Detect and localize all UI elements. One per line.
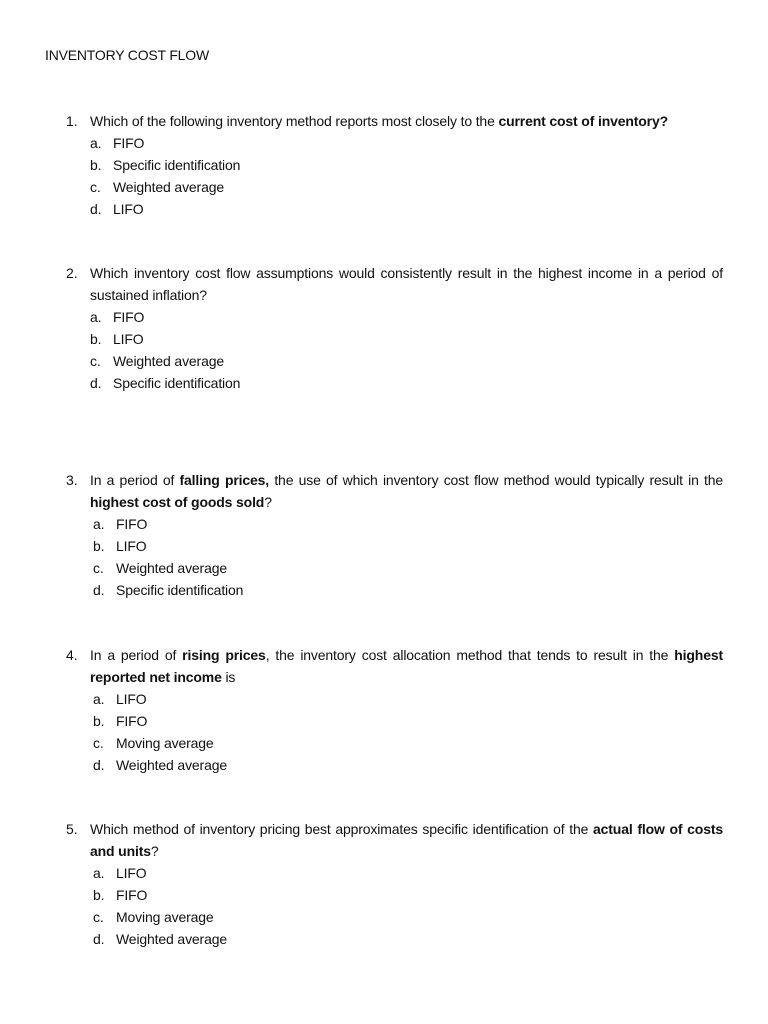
option-letter: a. <box>90 135 102 151</box>
option-letter: d. <box>90 375 102 391</box>
option-text: Weighted average <box>113 179 224 195</box>
question-number: 1. <box>66 113 78 129</box>
option-text: Weighted average <box>113 353 224 369</box>
option-a[interactable] <box>66 513 723 535</box>
option-letter: b. <box>93 887 105 903</box>
option-b[interactable] <box>66 154 723 176</box>
option-text: FIFO <box>116 516 148 532</box>
option-text: FIFO <box>116 887 148 903</box>
question-stem <box>66 110 723 132</box>
option-text: FIFO <box>113 309 145 325</box>
question-text-bold: rising prices <box>182 647 266 663</box>
option-letter: c. <box>93 909 104 925</box>
question-number: 4. <box>66 647 78 663</box>
option-a[interactable] <box>66 688 723 710</box>
option-text: FIFO <box>116 713 148 729</box>
option-letter: a. <box>90 309 102 325</box>
question-text-bold: current cost of inventory? <box>498 113 669 129</box>
question-text-part: In a period of <box>90 647 183 663</box>
option-letter: a. <box>93 865 105 881</box>
option-list <box>66 306 723 394</box>
option-letter: c. <box>93 560 104 576</box>
option-a[interactable] <box>66 862 723 884</box>
option-text: LIFO <box>116 538 147 554</box>
question-text <box>90 110 723 132</box>
option-list <box>66 132 723 220</box>
option-letter: c. <box>93 735 104 751</box>
option-text: Moving average <box>116 735 214 751</box>
question-text-part: In a period of <box>90 472 180 488</box>
question-stem <box>66 262 723 306</box>
option-letter: b. <box>90 157 102 173</box>
option-text: Specific identification <box>113 157 241 173</box>
question-5 <box>66 818 723 950</box>
question-text-bold: highest cost of goods sold <box>90 494 265 510</box>
option-b[interactable] <box>66 328 723 350</box>
option-d[interactable] <box>66 198 723 220</box>
question-text-part: Which inventory cost flow assumptions would consistently result in the highest income in a period of sustained inflation? <box>90 265 723 303</box>
question-stem <box>66 818 723 862</box>
question-text-part: ? <box>150 843 159 859</box>
option-text: LIFO <box>113 201 144 217</box>
question-text <box>90 469 723 513</box>
option-text: Specific identification <box>116 582 244 598</box>
option-letter: a. <box>93 516 105 532</box>
option-letter: d. <box>90 201 102 217</box>
option-c[interactable] <box>66 350 723 372</box>
option-text: LIFO <box>116 865 147 881</box>
option-d[interactable] <box>66 372 723 394</box>
question-text-part: ? <box>264 494 272 510</box>
option-letter: c. <box>90 353 101 369</box>
option-b[interactable] <box>66 884 723 906</box>
option-c[interactable] <box>66 176 723 198</box>
question-text-part: is <box>221 669 236 685</box>
option-text: Weighted average <box>116 560 227 576</box>
question-stem <box>66 469 723 513</box>
option-text: Weighted average <box>116 757 227 773</box>
option-letter: b. <box>93 538 105 554</box>
question-text-part: Which method of inventory pricing best approximates specific identification of the <box>90 821 594 837</box>
option-letter: d. <box>93 931 105 947</box>
option-d[interactable] <box>66 754 723 776</box>
question-text-part: the use of which inventory cost flow method would typically result in the <box>269 472 723 488</box>
question-number: 5. <box>66 821 78 837</box>
option-letter: a. <box>93 691 105 707</box>
question-text <box>90 818 723 862</box>
question-text-part: Which of the following inventory method reports most closely to the <box>90 113 499 129</box>
question-text <box>90 262 723 306</box>
option-c[interactable] <box>66 557 723 579</box>
question-number: 2. <box>66 265 78 281</box>
option-letter: b. <box>93 713 105 729</box>
question-text <box>90 644 723 688</box>
option-letter: d. <box>93 582 105 598</box>
option-letter: b. <box>90 331 102 347</box>
question-number: 3. <box>66 472 78 488</box>
option-text: Specific identification <box>113 375 241 391</box>
question-4 <box>66 644 723 776</box>
question-stem <box>66 644 723 688</box>
option-b[interactable] <box>66 535 723 557</box>
option-letter: d. <box>93 757 105 773</box>
question-3 <box>66 469 723 601</box>
option-list <box>66 513 723 601</box>
option-text: Moving average <box>116 909 214 925</box>
option-b[interactable] <box>66 710 723 732</box>
question-1 <box>66 110 723 220</box>
question-text-bold: highest reported net income <box>90 647 723 685</box>
option-text: LIFO <box>113 331 144 347</box>
question-text-part: , the inventory cost allocation method that tends to result in the <box>265 647 675 663</box>
option-c[interactable] <box>66 906 723 928</box>
option-text: FIFO <box>113 135 145 151</box>
question-text-bold: actual flow of costs and units <box>90 821 723 859</box>
option-list <box>66 688 723 776</box>
option-text: LIFO <box>116 691 147 707</box>
option-list <box>66 862 723 950</box>
option-c[interactable] <box>66 732 723 754</box>
question-text-bold: falling prices, <box>179 472 270 488</box>
option-d[interactable] <box>66 579 723 601</box>
page-title: INVENTORY COST FLOW <box>45 47 209 63</box>
option-d[interactable] <box>66 928 723 950</box>
option-a[interactable] <box>66 132 723 154</box>
option-a[interactable] <box>66 306 723 328</box>
option-letter: c. <box>90 179 101 195</box>
option-text: Weighted average <box>116 931 227 947</box>
question-2 <box>66 262 723 394</box>
